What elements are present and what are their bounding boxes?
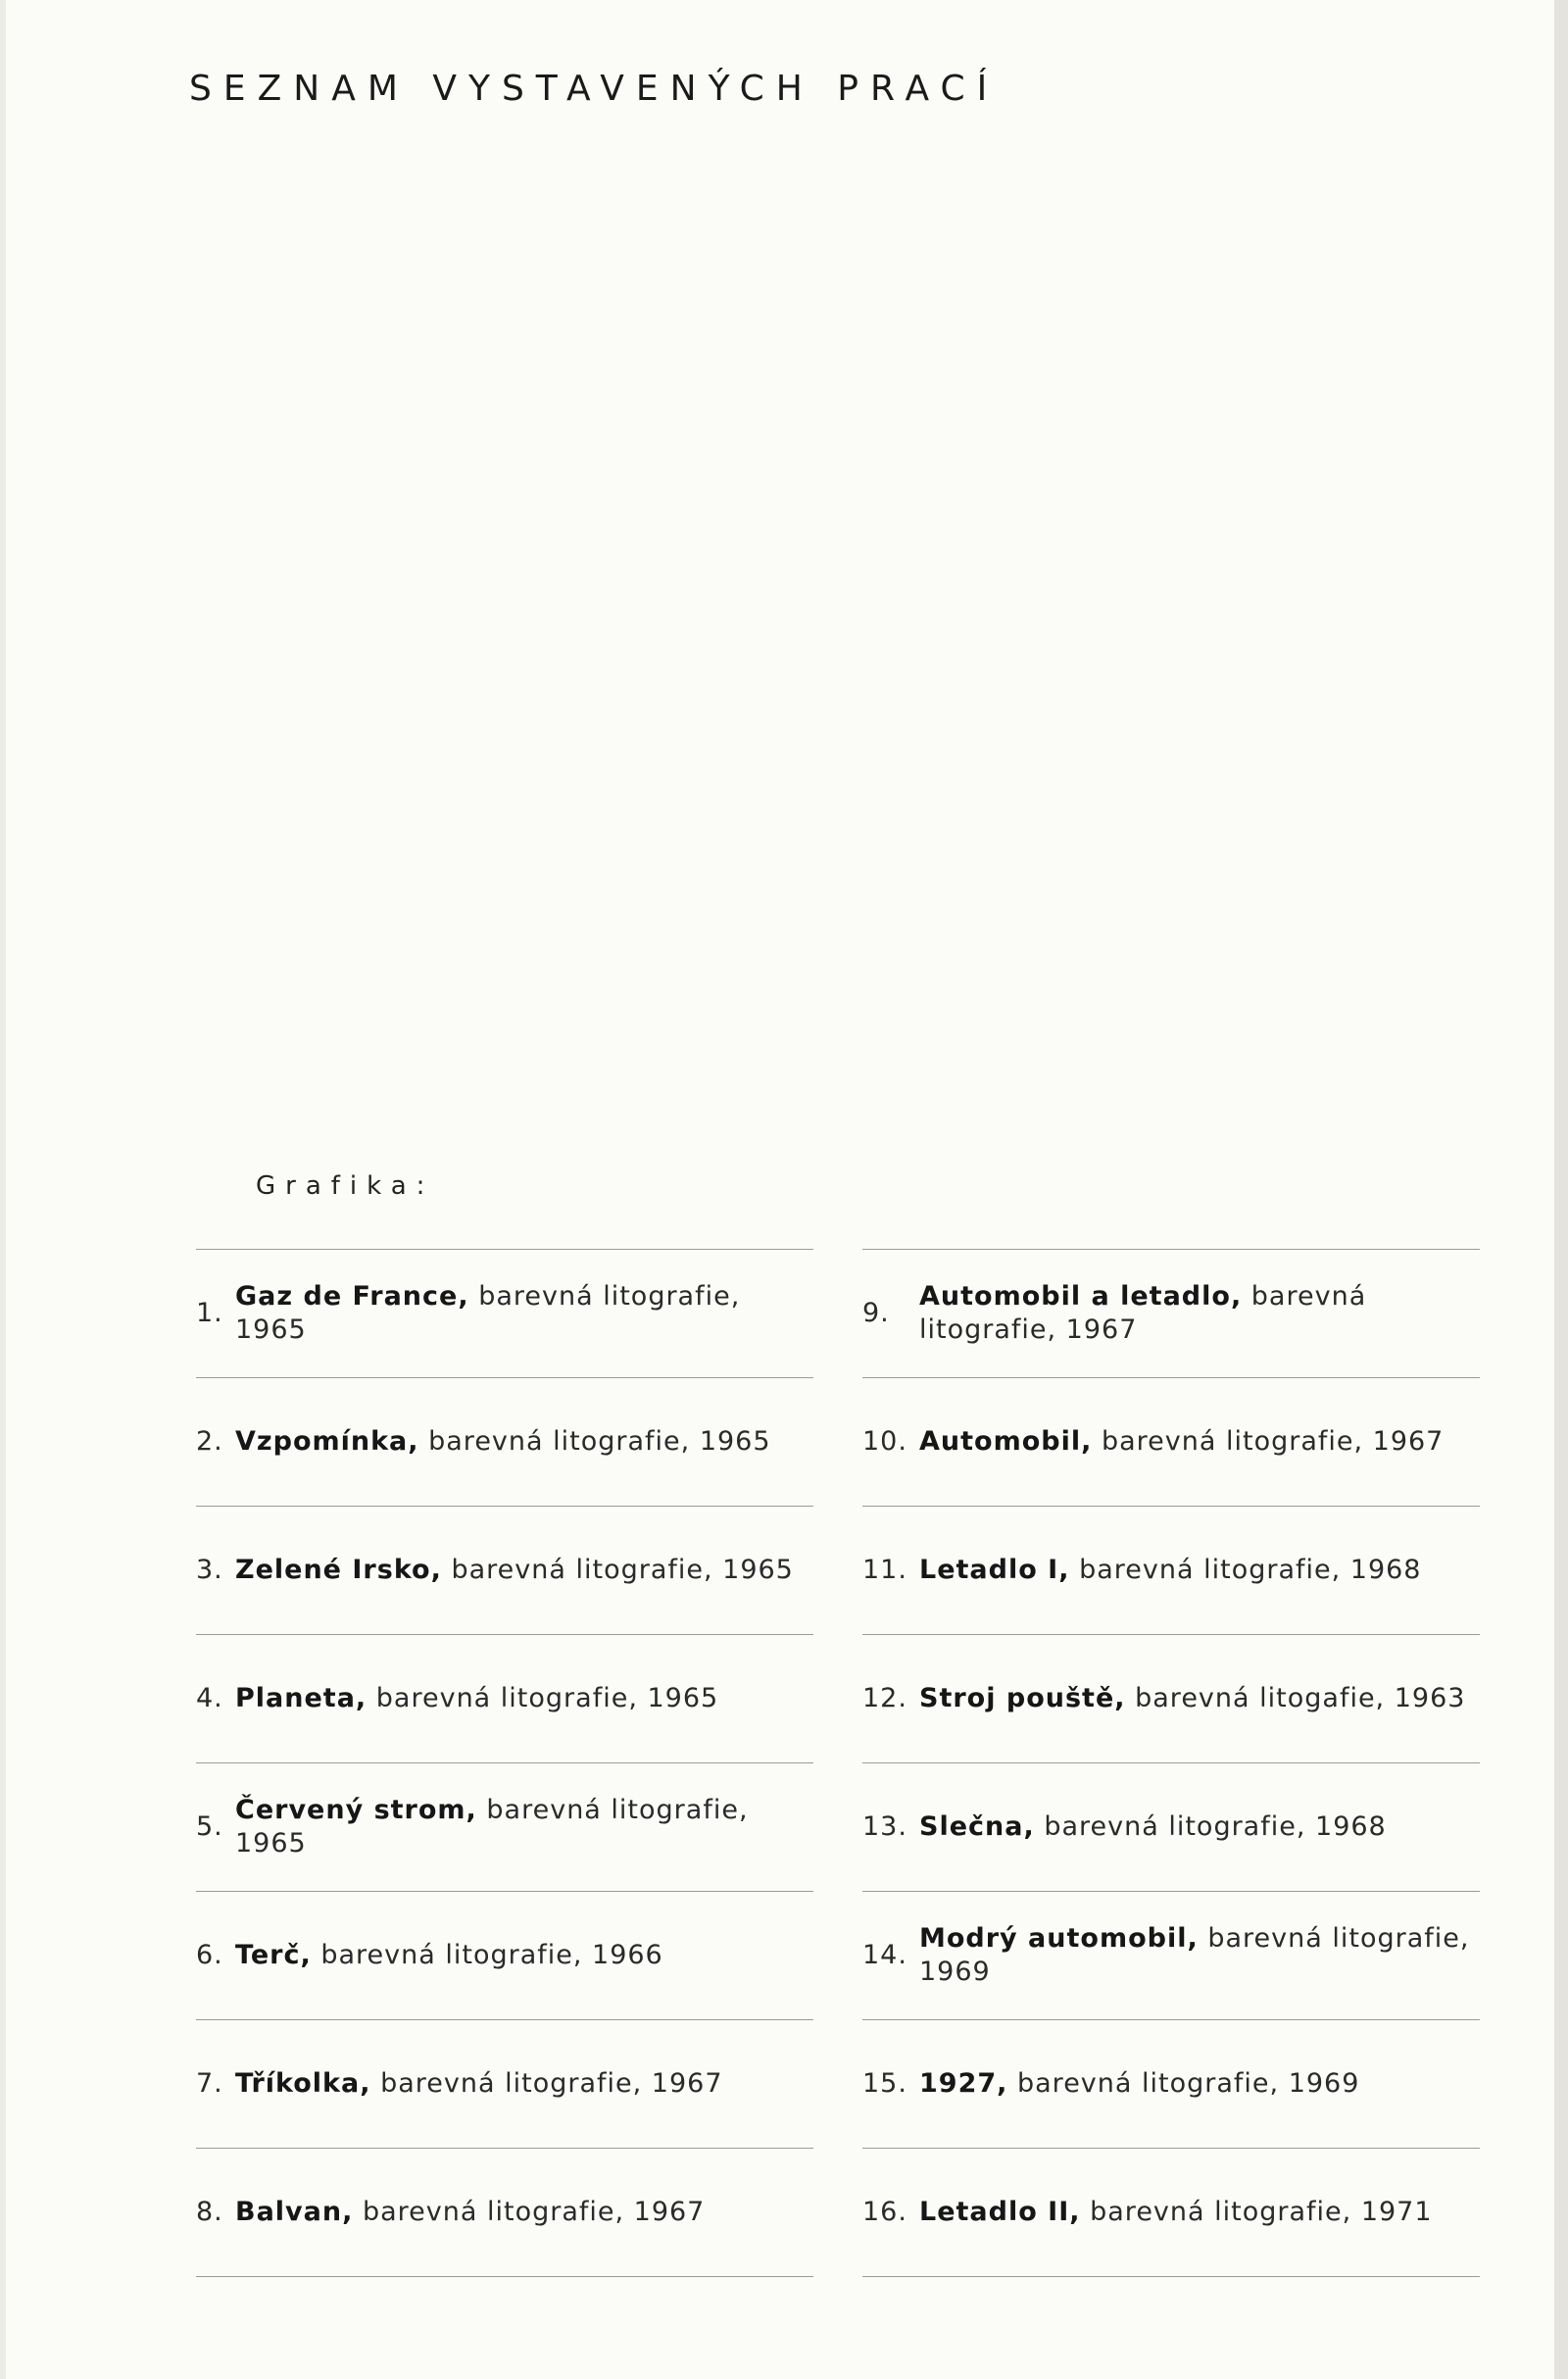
work-details: barevná litografie, 1968 xyxy=(1044,1811,1387,1842)
work-details: barevná litografie, 1969 xyxy=(919,1923,1470,1987)
work-title: Zelené Irsko, xyxy=(235,1555,442,1585)
work-title: Tříkolka, xyxy=(235,2068,371,2099)
work-entry xyxy=(862,1250,1480,1377)
entry-number: 4. xyxy=(196,1683,223,1713)
work-title: Automobil, xyxy=(919,1426,1093,1457)
work-title: Modrý automobil, xyxy=(919,1923,1199,1954)
entry-number: 11. xyxy=(862,1555,907,1585)
work-title: Stroj pouště, xyxy=(919,1683,1126,1713)
work-entry xyxy=(862,1763,1480,1891)
page-edge-right xyxy=(1554,0,1568,2379)
work-entry xyxy=(196,1892,813,2019)
work-title: Terč, xyxy=(235,1940,312,1970)
work-title: Letadlo I, xyxy=(919,1555,1070,1585)
works-list-left xyxy=(196,1249,813,2277)
work-title: Slečna, xyxy=(919,1811,1035,1842)
work-title: Gaz de France, xyxy=(235,1281,469,1312)
separator-line xyxy=(196,2276,813,2277)
entry-number: 5. xyxy=(196,1811,223,1842)
separator-line xyxy=(862,2276,1480,2277)
work-title: Balvan, xyxy=(235,2197,354,2227)
work-details: barevná litografie, 1965 xyxy=(375,1683,719,1713)
work-entry xyxy=(196,2149,813,2276)
entry-number: 12. xyxy=(862,1683,907,1713)
work-entry xyxy=(862,2020,1480,2148)
entry-number: 10. xyxy=(862,1426,907,1457)
entry-number: 2. xyxy=(196,1426,223,1457)
work-details: barevná litografie, 1965 xyxy=(235,1281,741,1345)
entry-number: 8. xyxy=(196,2197,223,2227)
entry-text xyxy=(919,1280,1480,1347)
work-entry xyxy=(862,2149,1480,2276)
entry-text xyxy=(235,2067,813,2101)
work-entry xyxy=(196,1378,813,1506)
entry-text xyxy=(919,2196,1480,2229)
entry-number: 15. xyxy=(862,2068,907,2099)
work-title: Vzpomínka, xyxy=(235,1426,419,1457)
work-entry xyxy=(862,1507,1480,1634)
work-entry xyxy=(196,1763,813,1891)
section-heading: Grafika: xyxy=(256,1171,435,1201)
work-entry xyxy=(862,1635,1480,1762)
work-details: barevná litografie, 1965 xyxy=(428,1426,771,1457)
work-details: barevná litografie, 1967 xyxy=(362,2197,706,2227)
work-title: Automobil a letadlo, xyxy=(919,1281,1243,1312)
work-title: 1927, xyxy=(919,2068,1008,2099)
work-details: barevná litografie, 1967 xyxy=(1101,1426,1445,1457)
entry-number: 14. xyxy=(862,1940,907,1970)
page-title: SEZNAM VYSTAVENÝCH PRACÍ xyxy=(189,69,1000,109)
work-details: barevná litografie, 1971 xyxy=(1090,2197,1433,2227)
work-details: barevná litografie, 1967 xyxy=(919,1281,1367,1345)
work-title: Planeta, xyxy=(235,1683,368,1713)
work-details: barevná litogafie, 1963 xyxy=(1135,1683,1466,1713)
work-details: barevná litografie, 1965 xyxy=(235,1795,749,1859)
entry-text xyxy=(919,1554,1480,1587)
entry-text xyxy=(235,2196,813,2229)
entry-text xyxy=(235,1939,813,1972)
entry-number: 1. xyxy=(196,1298,223,1328)
entry-text xyxy=(919,1922,1480,1989)
entry-text xyxy=(235,1425,813,1459)
work-entry xyxy=(196,2020,813,2148)
work-title: Letadlo II, xyxy=(919,2197,1081,2227)
work-entry xyxy=(196,1250,813,1377)
works-list-right xyxy=(862,1249,1480,2277)
page-edge-left xyxy=(0,0,6,2379)
entry-number: 6. xyxy=(196,1940,223,1970)
entry-text xyxy=(919,2067,1480,2101)
entry-number: 13. xyxy=(862,1811,907,1842)
entry-number: 3. xyxy=(196,1555,223,1585)
entry-text xyxy=(235,1794,813,1860)
work-details: barevná litografie, 1966 xyxy=(320,1940,663,1970)
entry-text xyxy=(235,1554,813,1587)
work-title: Červený strom, xyxy=(235,1795,477,1825)
work-entry xyxy=(196,1635,813,1762)
work-details: barevná litografie, 1967 xyxy=(380,2068,723,2099)
entry-text xyxy=(919,1425,1480,1459)
work-entry xyxy=(862,1378,1480,1506)
entry-text xyxy=(919,1682,1480,1715)
entry-text xyxy=(919,1810,1480,1844)
entry-number: 16. xyxy=(862,2197,907,2227)
entry-text xyxy=(235,1280,813,1347)
work-details: barevná litografie, 1968 xyxy=(1079,1555,1422,1585)
entry-text xyxy=(235,1682,813,1715)
work-details: barevná litografie, 1969 xyxy=(1017,2068,1360,2099)
work-entry xyxy=(196,1507,813,1634)
work-details: barevná litografie, 1965 xyxy=(451,1555,794,1585)
entry-number: 9. xyxy=(862,1298,890,1328)
entry-number: 7. xyxy=(196,2068,223,2099)
work-entry xyxy=(862,1892,1480,2019)
